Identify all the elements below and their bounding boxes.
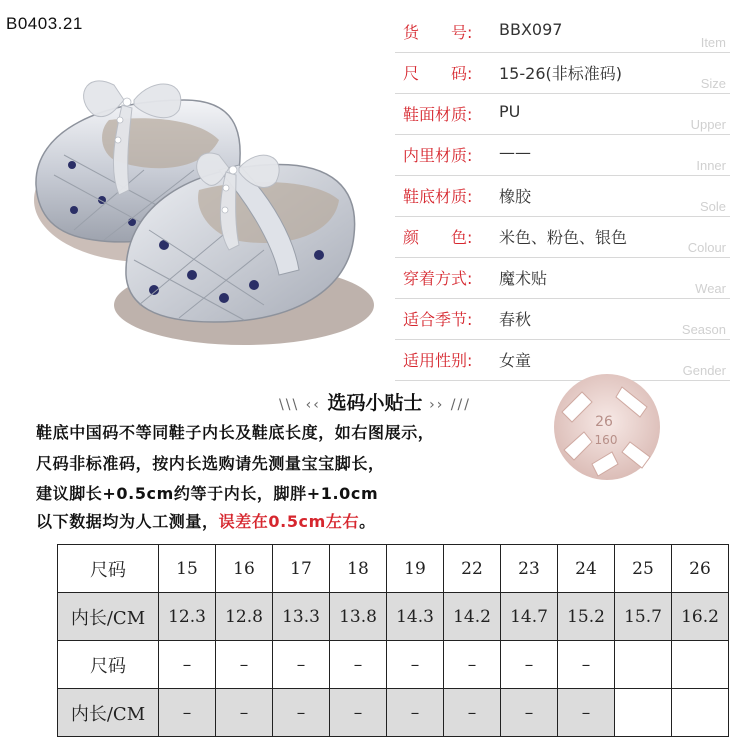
inner-length-row-label: 内长/CM [58, 689, 159, 737]
size-cell: – [273, 641, 330, 689]
sole-length-mark: 160 [594, 433, 618, 447]
spec-en-label: Item [700, 35, 726, 50]
spec-en-label: Wear [695, 281, 726, 296]
spec-row-colour [395, 217, 730, 258]
spec-label: 适用性别: [403, 351, 473, 370]
inner-length-cell: 16.2 [672, 593, 729, 641]
tip-line-4 [36, 509, 376, 532]
inner-length-row [58, 689, 729, 737]
tip-line-1: 鞋底中国码不等同鞋子内长及鞋底长度，如右图展示， [36, 423, 435, 442]
spec-label: 尺 码: [403, 64, 473, 83]
sole-closeup-image [552, 372, 662, 482]
inner-length-cell: – [330, 689, 387, 737]
spec-label: 鞋底材质: [403, 187, 473, 206]
spec-en-label: Season [681, 322, 726, 337]
inner-length-cell: – [558, 689, 615, 737]
inner-length-cell: 12.3 [159, 593, 216, 641]
size-cell: 19 [387, 545, 444, 593]
inner-length-cell: – [501, 689, 558, 737]
size-cell-empty [615, 641, 672, 689]
tip-line-2: 尺码非标准码，按内长选购请先测量宝宝脚长， [36, 454, 385, 473]
size-table [57, 544, 729, 737]
tips-title-text: 选码小贴士 [327, 392, 423, 414]
tip-line-4-suffix: 。 [359, 512, 376, 531]
inner-length-cell-empty [615, 689, 672, 737]
size-cell: – [387, 641, 444, 689]
spec-en-label: Inner [696, 158, 726, 173]
inner-length-cell: 13.3 [273, 593, 330, 641]
size-cell: 25 [615, 545, 672, 593]
size-cell: – [330, 641, 387, 689]
spec-label: 内里材质: [403, 146, 473, 165]
inner-length-cell: 14.3 [387, 593, 444, 641]
size-cell: 23 [501, 545, 558, 593]
tips-deco-left: \\\ ‹‹ [279, 397, 321, 413]
size-cell: – [501, 641, 558, 689]
tip-line-3: 建议脚长+0.5cm约等于内长，脚胖+1.0cm [36, 484, 379, 503]
spec-en-label: Gender [682, 363, 726, 378]
size-cell-empty [672, 641, 729, 689]
spec-en-label: Colour [687, 240, 726, 255]
spec-label: 穿着方式: [403, 269, 473, 288]
spec-en-label: Sole [699, 199, 726, 214]
spec-value: 女童 [499, 351, 532, 370]
inner-length-row-label: 内长/CM [58, 593, 159, 641]
size-cell: 26 [672, 545, 729, 593]
size-cell: 16 [216, 545, 273, 593]
spec-label: 适合季节: [403, 310, 473, 329]
spec-value: 魔术贴 [499, 269, 548, 288]
inner-length-row [58, 593, 729, 641]
inner-length-cell-empty [672, 689, 729, 737]
inner-length-cell: 15.2 [558, 593, 615, 641]
tip-error-note: 误差在0.5cm左右 [218, 512, 360, 531]
spec-value: 15-26(非标准码) [499, 64, 622, 83]
spec-label: 鞋面材质: [403, 105, 473, 124]
spec-table [395, 12, 730, 381]
spec-row-inner [395, 135, 730, 176]
size-cell: – [216, 641, 273, 689]
tips-deco-right: ›› /// [429, 397, 471, 413]
spec-value: 米色、粉色、银色 [499, 228, 628, 247]
spec-value: —— [499, 143, 531, 162]
spec-label: 货 号: [403, 23, 473, 42]
size-cell: 17 [273, 545, 330, 593]
inner-length-cell: – [273, 689, 330, 737]
size-cell: 22 [444, 545, 501, 593]
inner-length-cell: 12.8 [216, 593, 273, 641]
size-row [58, 641, 729, 689]
tip-line-4-prefix: 以下数据均为人工测量， [36, 512, 219, 531]
spec-label: 颜 色: [403, 228, 473, 247]
size-row [58, 545, 729, 593]
spec-value: BBX097 [499, 20, 563, 39]
spec-row-item [395, 12, 730, 53]
spec-en-label: Size [700, 76, 726, 91]
inner-length-cell: – [387, 689, 444, 737]
size-cell: 18 [330, 545, 387, 593]
size-cell: – [444, 641, 501, 689]
product-code: B0403.21 [6, 14, 83, 33]
inner-length-cell: 14.7 [501, 593, 558, 641]
sole-size-mark: 26 [595, 414, 613, 430]
spec-row-size [395, 53, 730, 94]
size-cell: 24 [558, 545, 615, 593]
spec-value: 春秋 [499, 310, 532, 329]
size-cell: – [558, 641, 615, 689]
spec-en-label: Upper [690, 117, 726, 132]
spec-row-sole [395, 176, 730, 217]
product-photo [14, 60, 374, 350]
inner-length-cell: – [444, 689, 501, 737]
size-row-label: 尺码 [58, 641, 159, 689]
spec-row-upper [395, 94, 730, 135]
inner-length-cell: 13.8 [330, 593, 387, 641]
size-cell: 15 [159, 545, 216, 593]
inner-length-cell: – [216, 689, 273, 737]
spec-value: PU [499, 102, 521, 121]
size-cell: – [159, 641, 216, 689]
inner-length-cell: 14.2 [444, 593, 501, 641]
spec-row-wear [395, 258, 730, 299]
spec-value: 橡胶 [499, 187, 532, 206]
inner-length-cell: – [159, 689, 216, 737]
spec-row-season [395, 299, 730, 340]
inner-length-cell: 15.7 [615, 593, 672, 641]
size-row-label: 尺码 [58, 545, 159, 593]
